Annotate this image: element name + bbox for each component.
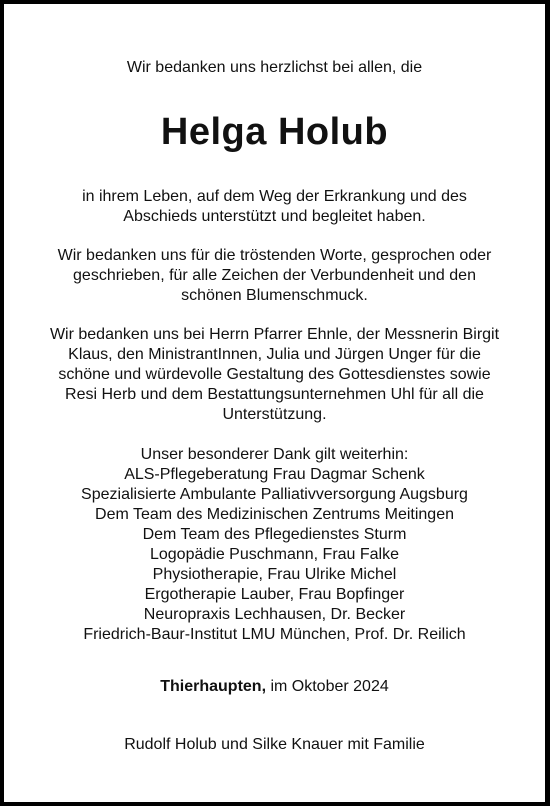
thanks-item: Dem Team des Medizinischen Zentrums Meitingen <box>95 506 454 523</box>
signature: Rudolf Holub und Silke Knauer mit Familie <box>124 736 425 753</box>
para2-line-2: geschrieben, für alle Zeichen der Verbundenheit und den <box>73 267 476 284</box>
thanks-item: Physiotherapie, Frau Ulrike Michel <box>152 566 397 583</box>
thanks-item: Logopädie Puschmann, Frau Falke <box>149 546 400 563</box>
thanks-item: Spezialisierte Ambulante Palliativversorgung Augsburg <box>81 486 468 503</box>
para3-line-2: Klaus, den MinistrantInnen, Julia und Jürgen Unger für die <box>68 346 481 363</box>
thanks-heading: Unser besonderer Dank gilt weiterhin: <box>140 446 409 463</box>
date: im Oktober 2024 <box>266 678 389 695</box>
para3-line-1: Wir bedanken uns bei Herrn Pfarrer Ehnle, der Messnerin Birgit <box>49 326 500 343</box>
para3-line-3: schöne und würdevolle Gestaltung des Gottesdienstes sowie <box>58 366 491 383</box>
para3-line-4: Resi Herb und dem Bestattungsunternehmen Uhl für all die <box>65 386 484 403</box>
para2-line-1: Wir bedanken uns für die tröstenden Worte, gesprochen oder <box>57 247 492 264</box>
place-date <box>4 677 545 697</box>
thanks-item: Neuropraxis Lechhausen, Dr. Becker <box>143 606 406 623</box>
place: Thierhaupten, <box>160 678 267 695</box>
para2-line-3: schönen Blumenschmuck. <box>181 287 368 304</box>
para1-line-1: in ihrem Leben, auf dem Weg der Erkrankung und des <box>82 188 467 205</box>
thanks-item: Ergotherapie Lauber, Frau Bopfinger <box>144 586 405 603</box>
thanks-item: Dem Team des Pflegedienstes Sturm <box>142 526 407 543</box>
thanks-item: Friedrich-Baur-Institut LMU München, Prof. Dr. Reilich <box>83 626 466 643</box>
para3-line-5: Unterstützung. <box>222 406 327 423</box>
intro-text: Wir bedanken uns herzlichst bei allen, die <box>126 59 423 76</box>
para1-line-2: Abschieds unterstützt und begleitet haben. <box>123 208 426 225</box>
thanks-item: ALS-Pflegeberatung Frau Dagmar Schenk <box>124 466 425 483</box>
deceased-name: Helga Holub <box>160 111 389 153</box>
